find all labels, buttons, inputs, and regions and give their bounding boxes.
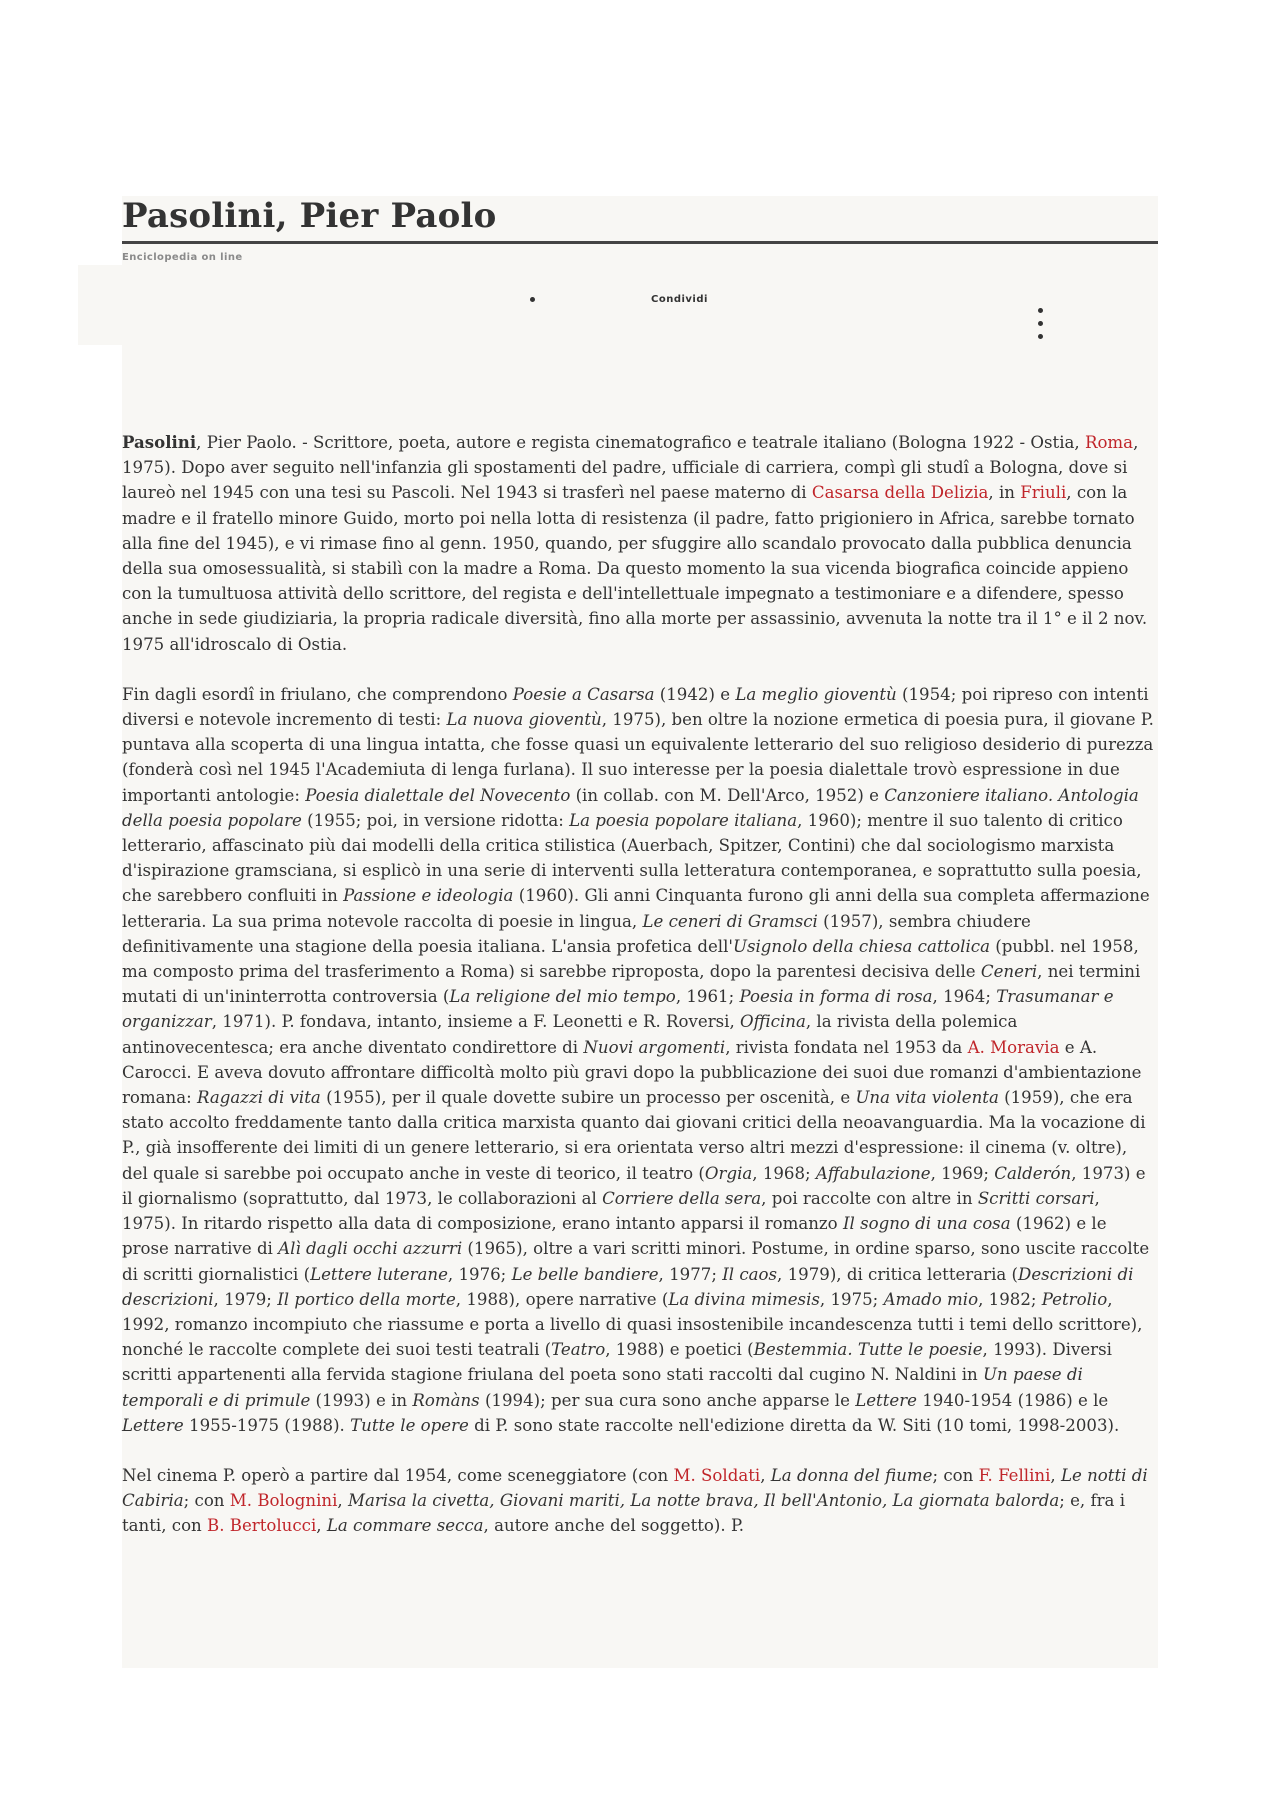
work-title: Officina	[740, 1012, 806, 1032]
text-run: (1955), per il quale dovette subire un processo per oscenità, e	[320, 1088, 856, 1108]
title-divider	[122, 241, 1158, 244]
text-run: Fin dagli esordî in friulano, che comprendono	[122, 684, 513, 704]
article-body	[122, 430, 1158, 1564]
work-title: Il sogno di una cosa	[842, 1214, 1011, 1234]
source-label: Enciclopedia on line	[122, 252, 243, 263]
work-title: Lettere	[122, 1415, 184, 1435]
work-title: Poesia dialettale del Novecento	[305, 785, 571, 805]
work-title: Il caos	[722, 1264, 778, 1284]
link-m-soldati[interactable]: M. Soldati	[673, 1465, 761, 1485]
work-title: Trasumanar e organizzar	[122, 987, 1114, 1032]
work-title: Petrolio	[1041, 1289, 1108, 1309]
work-title: Bestemmia. Tutte le poesie	[753, 1340, 983, 1360]
text-run: (1993) e in	[310, 1390, 413, 1410]
text-run: , 1961;	[675, 987, 740, 1007]
text-run: , 1973) e il giornalismo (soprattutto, dal 1973, le collaborazioni al	[122, 1163, 1146, 1208]
work-title: Le notti di Cabiria	[122, 1465, 1148, 1511]
text-run: ,	[316, 1516, 327, 1536]
work-title: Le belle bandiere	[511, 1264, 659, 1284]
text-run: (1965), oltre a vari scritti minori. Postume, in ordine sparso, sono uscite raccolte di scritti giornalistici (	[122, 1239, 1150, 1284]
work-title: Amado mio	[883, 1289, 979, 1309]
work-title: La religione del mio tempo	[449, 987, 676, 1007]
text-run: (1957), sembra chiudere definitivamente una stagione della poesia italiana. L'ansia profetica dell'	[122, 911, 1031, 956]
share-button[interactable]: Condividi	[651, 294, 708, 305]
text-run: (1960). Gli anni Cinquanta furono gli anni della sua completa affermazione letteraria. La sua prima notevole raccolta di poesie in lingua,	[122, 886, 1150, 931]
text-run: (1959), che era stato accolto freddamente tanto dalla critica marxista quanto dai giovani critici della neoavanguardia. Ma la vocazione di P., già insofferente dei limiti di un genere letterario, si era orientata verso altri mezzi d'espressione: il cinema (v. oltre), del quale si sarebbe poi occupato anche in veste di teorico, il teatro (	[122, 1088, 1146, 1183]
text-run: ,	[337, 1491, 348, 1511]
work-title: Tutte le opere	[350, 1415, 469, 1435]
text-run: e A. Carocci. E aveva dovuto affrontare difficoltà molto più gravi dopo la pubblicazione dei suoi due romanzi d'ambientazione romana:	[122, 1037, 1142, 1108]
link-friuli[interactable]: Friuli	[1020, 483, 1067, 503]
text-run: , 1964;	[932, 987, 997, 1007]
work-title: Affabulazione	[815, 1163, 931, 1183]
work-title: Teatro	[551, 1340, 606, 1360]
text-run: , 1971). P. fondava, intanto, insieme a F. Leonetti e R. Roversi,	[211, 1012, 740, 1032]
text-run: , 1968;	[752, 1163, 816, 1183]
text-run: , 1988), opere narrative (	[455, 1289, 669, 1309]
text-run: , 1975;	[819, 1289, 884, 1309]
text-run: ; con	[183, 1491, 230, 1511]
text-run: , 1975). In ritardo rispetto alla data di composizione, erano intanto apparsi il romanzo	[122, 1188, 1100, 1234]
work-title: Lettere luterane	[310, 1264, 448, 1284]
work-title: Un paese di temporali e di primule	[122, 1365, 1083, 1410]
text-run: (1954; poi ripreso con intenti diversi e notevole incremento di testi:	[122, 684, 1149, 730]
work-title: Descrizioni di descrizioni	[122, 1264, 1134, 1309]
work-title: Poesie a Casarsa	[512, 684, 655, 704]
text-run: , 1993). Diversi scritti appartenenti alla fervida stagione friulana del poeta sono stati raccolti dal cugino N. Naldini in	[122, 1340, 1112, 1385]
text-run: , 1979), di critica letteraria (	[777, 1264, 1019, 1284]
work-title: Orgia	[704, 1163, 753, 1183]
page-title: Pasolini, Pier Paolo	[122, 196, 497, 236]
text-run: 1940-1954 (1986) e le	[916, 1390, 1109, 1410]
text-run: (1994); per sua cura sono anche apparse le	[479, 1390, 856, 1410]
work-title: Nuovi argomenti	[583, 1037, 726, 1057]
work-title: Il portico della morte	[277, 1289, 456, 1309]
bullet-icon	[530, 297, 535, 302]
text-run: (in collab. con M. Dell'Arco, 1952) e	[570, 785, 885, 805]
text-run: , rivista fondata nel 1953 da	[725, 1037, 968, 1057]
text-run: , 1982;	[978, 1289, 1042, 1309]
work-title: Usignolo della chiesa cattolica	[732, 936, 990, 956]
text-run: , autore anche del soggetto). P.	[483, 1516, 745, 1536]
link-f-fellini[interactable]: F. Fellini	[978, 1465, 1051, 1485]
work-title: La poesia popolare italiana	[569, 810, 798, 830]
work-title: Ceneri	[980, 962, 1038, 982]
text-run: (pubbl. nel 1958, ma composto prima del trasferimento a Roma) si sarebbe riproposta, dopo la parentesi decisiva delle	[122, 936, 1139, 982]
work-title: Marisa la civetta, Giovani mariti, La notte brava, Il bell'Antonio, La giornata balorda	[347, 1491, 1060, 1511]
link-a-moravia[interactable]: A. Moravia	[967, 1037, 1060, 1057]
work-title: La meglio gioventù	[735, 684, 897, 704]
link-casarsa-della-delizia[interactable]: Casarsa della Delizia	[811, 483, 989, 503]
text-run: ; con	[932, 1465, 979, 1485]
work-title: Una vita violenta	[855, 1088, 999, 1108]
text-run: , la rivista della polemica antinovecentesca; era anche diventato condirettore di	[122, 1012, 1018, 1057]
text-run: ; e, fra i tanti, con	[122, 1491, 1126, 1536]
text-run: ,	[760, 1465, 771, 1485]
text-run: , 1979;	[213, 1289, 278, 1309]
text-run: , 1976;	[447, 1264, 512, 1284]
text-run: , 1960); mentre il suo talento di critico letterario, affascinato più dai modelli della critica stilistica (Auerbach, Spitzer, Contini) che dal sociologismo marxista d'ispirazione gramsciana, si esplicò in una serie di interventi sulla letteratura contemporanea, e soprattutto sulla poesia, che sarebbero confluiti in	[122, 810, 1142, 906]
text-run: (1962) e le prose narrative di	[122, 1214, 1107, 1259]
link-b-bertolucci[interactable]: B. Bertolucci	[207, 1516, 317, 1536]
text-run: Nel cinema P. operò a partire dal 1954, come sceneggiatore (con	[122, 1465, 674, 1485]
work-title: Scritti corsari	[977, 1188, 1095, 1208]
text-run: 1955-1975 (1988).	[183, 1415, 351, 1435]
text-run: di P. sono state raccolte nell'edizione diretta da W. Siti (10 tomi, 1998-2003).	[468, 1415, 1120, 1435]
work-title: Corriere della sera	[602, 1188, 762, 1208]
work-title: Romàns	[412, 1390, 480, 1410]
text-run: , 1988) e poetici (	[605, 1340, 754, 1360]
work-title: Poesia in forma di rosa	[739, 987, 933, 1007]
text-run: (1942) e	[654, 684, 736, 704]
work-title: La nuova gioventù	[446, 710, 602, 730]
text-run: , 1969;	[930, 1163, 995, 1183]
work-title: Calderón	[994, 1163, 1072, 1183]
work-title: Ragazzi di vita	[197, 1088, 321, 1108]
text-run: , 1975). Dopo aver seguito nell'infanzia gli spostamenti del padre, ufficiale di carriera, compì gli studî a Bologna, dove si laureò nel 1945 con una tesi su Pascoli. Nel 1943 si trasferì nel paese materno di	[122, 433, 1139, 503]
work-title: Alì dagli occhi azzurri	[278, 1239, 463, 1259]
article-lemma: Pasolini	[122, 432, 197, 452]
side-strip	[78, 265, 122, 345]
paragraph-works	[122, 682, 1158, 1438]
text-run: (1955; poi, in versione ridotta:	[301, 810, 570, 830]
text-run: , 1977;	[658, 1264, 723, 1284]
work-title: Passione e ideologia	[343, 886, 514, 906]
work-title: La divina mimesis	[668, 1289, 820, 1309]
work-title: La commare secca	[326, 1516, 484, 1536]
text-run: , poi raccolte con altre in	[761, 1188, 978, 1208]
more-vertical-icon[interactable]	[1036, 308, 1046, 344]
paragraph-intro	[122, 430, 1158, 657]
work-title: Le ceneri di Gramsci	[642, 911, 818, 931]
text-run: , 1975), ben oltre la nozione ermetica di poesia pura, il giovane P. puntava alla scoperta di una lingua intatta, che fosse quasi un equivalente letterario del suo religioso desiderio di purezza (fonderà così nel 1945 l'Academiuta di lenga furlana). Il suo interesse per la poesia dialettale trovò espressione in due importanti antologie:	[122, 710, 1154, 805]
work-title: Lettere	[855, 1390, 917, 1410]
text-run: ,	[1050, 1465, 1061, 1485]
text-run: , nei termini mutati di un'ininterrotta controversia (	[122, 962, 1141, 1007]
text-run: , in	[988, 483, 1021, 503]
link-roma[interactable]: Roma	[1084, 433, 1134, 452]
paragraph-cinema	[122, 1463, 1158, 1539]
text-run: , Pier Paolo. - Scrittore, poeta, autore e regista cinematografico e teatrale italiano (Bologna 1922 - Ostia,	[196, 433, 1085, 452]
work-title: La donna del fiume	[770, 1465, 933, 1485]
text-run: , 1992, romanzo incompiuto che riassume e porta a livello di quasi insostenibile incandescenza tutti i temi dello scrittore), nonché le raccolte complete dei suoi testi teatrali (	[122, 1289, 1143, 1360]
work-title: Canzoniere italiano. Antologia della poesia popolare	[122, 785, 1139, 830]
link-m-bolognini[interactable]: M. Bolognini	[229, 1491, 338, 1511]
text-run: , con la madre e il fratello minore Guido, morto poi nella lotta di resistenza (il padre, fatto prigioniero in Africa, sarebbe tornato alla fine del 1945), e vi rimase fino al genn. 1950, quando, per sfuggire allo scandalo provocato dalla pubblica denuncia della sua omosessualità, si stabilì con la madre a Roma. Da questo momento la sua vicenda biografica coincide appieno con la tumultuosa attività dello scrittore, del regista e dell'intellettuale impegnato a testimoniare e a difendere, spesso anche in sede giudiziaria, la propria radicale diversità, fino alla morte per assassinio, avvenuta la notte tra il 1° e il 2 nov. 1975 all'idroscalo di Ostia.	[122, 483, 1148, 654]
